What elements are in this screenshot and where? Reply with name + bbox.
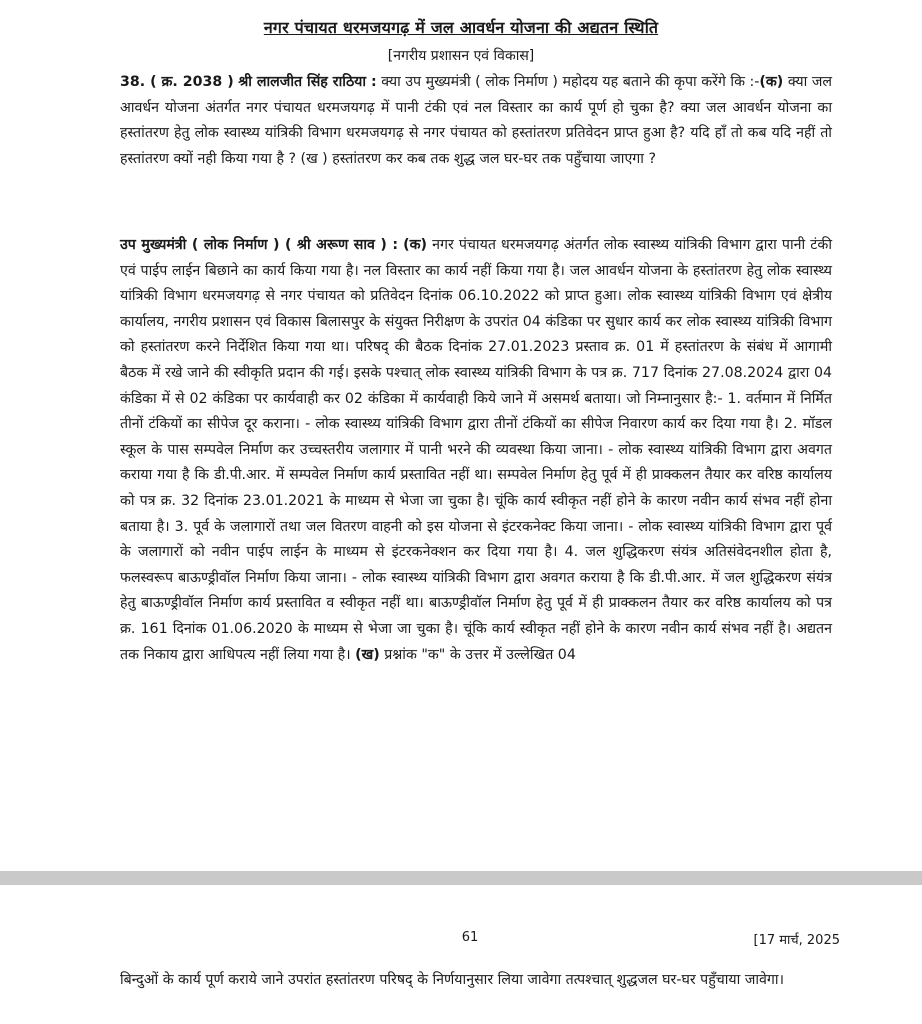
department-label: [नगरीय प्रशासन एवं विकास] <box>387 48 535 64</box>
question-text: क्या जल आवर्धन योजना अंतर्गत नगर पंचायत धरमजयगढ़ में पानी टंकी एवं नल विस्तार का कार्य पूर्ण हो चुका है? क्या जल आवर्धन योजना का हस्तांतरण हेतु लोक स्वास्थ्य यांत्रिकी विभाग धरमजयगढ़ से नगर पंचायत को हस्तांतरण प्रतिवेदन प्राप्त हुआ है? यदि हाँ तो कब यदि नहीं तो हस्तांतरण क्यों नही किया गया है ? (ख ) हस्तांतरण कर कब तक शुद्ध जल घर-घर तक पहुँचाया जाएगा ? <box>120 74 832 167</box>
question-member: श्री लालजीत सिंह राठिया : <box>238 74 377 90</box>
answer-part-a-marker: (क) <box>403 237 428 253</box>
question-number: 38. ( क्र. 2038 ) <box>120 74 234 90</box>
page-separator <box>0 871 922 885</box>
question-part-a-marker: (क) <box>759 74 784 90</box>
answer-text-b: प्रश्नांक "क" के उत्तर में उल्लेखित 04 <box>384 646 576 663</box>
page-number: 61 <box>461 930 479 945</box>
question-paragraph <box>120 70 832 172</box>
answer-part-b-marker: (ख) <box>355 646 380 663</box>
question-intro: क्या उप मुख्यमंत्री ( लोक निर्माण ) महोदय यह बताने की कृपा करेंगे कि :- <box>381 74 760 90</box>
page-date: [17 मार्च, 2025 <box>753 933 840 948</box>
answer-speaker: उप मुख्यमंत्री ( लोक निर्माण ) ( श्री अरूण साव ) : <box>120 237 399 253</box>
page-title: नगर पंचायत धरमजयगढ़ में जल आवर्धन योजना की अद्यतन स्थिति <box>263 18 659 37</box>
answer-paragraph <box>120 233 832 668</box>
continuation-paragraph: बिन्दुओं के कार्य पूर्ण कराये जाने उपरांत हस्तांतरण परिषद् के निर्णयानुसार लिया जावेगा तत्पश्चात् शुद्धजल घर-घर पहुँचाया जावेगा। <box>120 972 784 988</box>
answer-text-a: नगर पंचायत धरमजयगढ़ अंतर्गत लोक स्वास्थ्य यांत्रिकी विभाग द्वारा पानी टंकी एवं पाईप लाईन बिछाने का कार्य किया गया है। नल विस्तार का कार्य नहीं किया गया है। जल आवर्धन योजना के हस्तांतरण हेतु लोक स्वास्थ्य यांत्रिकी विभाग धरमजयगढ़ से नगर पंचायत को प्रतिवेदन दिनांक 06.10.2022 को प्राप्त हुआ। लोक स्वास्थ्य यांत्रिकी विभाग एवं क्षेत्रीय कार्यालय, नगरीय प्रशासन एवं विकास बिलासपुर के संयुक्त निरीक्षण के उपरांत 04 कंडिका पर सुधार कार्य कर लोक स्वास्थ्य यांत्रिकी विभाग को हस्तांतरण करने निर्देशित किया गया था। परिषद् की बैठक दिनांक 27.01.2023 प्रस्ताव क्र. 01 में हस्तांतरण के संबंध में आगामी बैठक में रखे जाने की स्वीकृति प्रदान की गई। इसके पश्चात् लोक स्वास्थ्य यांत्रिकी विभाग के पत्र क्र. 717 दिनांक 27.08.2024 द्वारा 04 कंडिका में से 02 कंडिका पर कार्यवाही कर 02 कंडिका में कार्यवाही किये जाने में असमर्थ बताया। जो निम्नानुसार है:- 1. वर्तमान में निर्मित तीनों टंकियों का सीपेज दूर कराना। - लोक स्वास्थ्य यांत्रिकी विभाग द्वारा तीनों टंकियों का सीपेज निवारण कार्य कर दिया गया है। 2. मॉडल स्कूल के पास सम्पवेल निर्माण कर उच्चस्तरीय जलागार में पानी भरने की व्यवस्था किया जाना। - लोक स्वास्थ्य यांत्रिकी विभाग द्वारा अवगत कराया गया है कि डी.पी.आर. में सम्पवेल निर्माण कार्य प्रस्तावित नहीं था। सम्पवेल निर्माण हेतु पूर्व में ही प्राक्कलन तैयार कर वरिष्ठ कार्यालय को पत्र क्र. 32 दिनांक 23.01.2021 के माध्यम से भेजा जा चुका है। चूंकि कार्य स्वीकृत नहीं होने के कारण नवीन कार्य संभव नहीं होना बताया है। 3. पूर्व के जलागारों तथा जल वितरण वाहनी को इस योजना से इंटरकनेक्ट किया जाना। - लोक स्वास्थ्य यांत्रिकी विभाग द्वारा पूर्व के जलागारों को नवीन पाईप लाईन के माध्यम से इंटरकनेक्शन कर दिया गया है। 4. जल शुद्धिकरण संयंत्र अतिसंवेदनशील होता है, फलस्वरूप बाऊण्ड्रीवॉल निर्माण किया जाना। - लोक स्वास्थ्य यांत्रिकी विभाग द्वारा अवगत कराया है कि डी.पी.आर. में जल शुद्धिकरण संयंत्र हेतु बाऊण्ड्रीवॉल निर्माण कार्य प्रस्तावित व स्वीकृत नहीं था। बाऊण्ड्रीवॉल निर्माण हेतु पूर्व में ही प्राक्कलन तैयार कर वरिष्ठ कार्यालय को पत्र क्र. 161 दिनांक 01.06.2020 के माध्यम से भेजा जा चुका है। चूंकि कार्य स्वीकृत नहीं होने के कारण नवीन कार्य संभव नहीं है। अद्यतन तक निकाय द्वारा आधिपत्य नहीं लिया गया है। <box>120 237 832 663</box>
